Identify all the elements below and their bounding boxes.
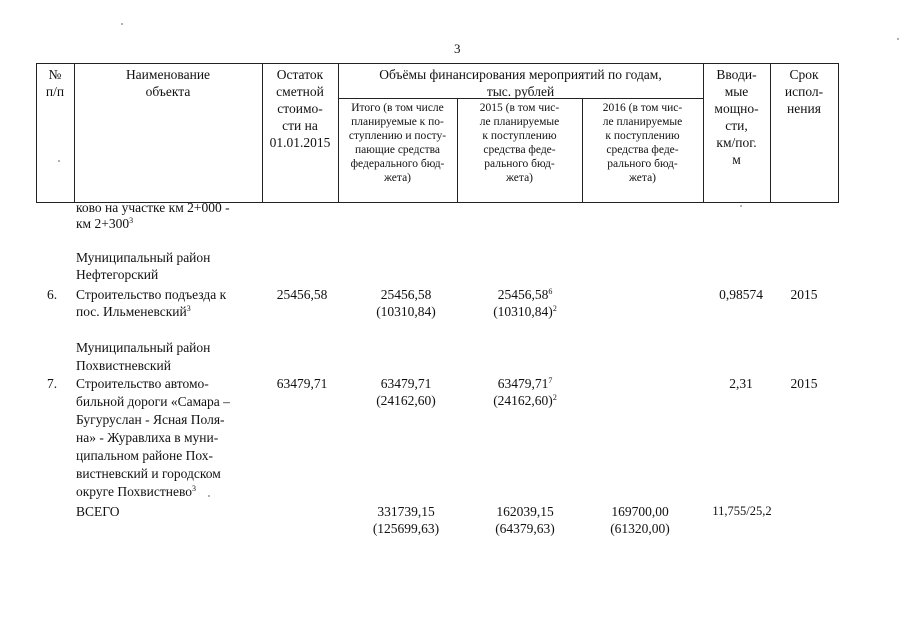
- y2015-text: 63479,71: [497, 376, 549, 391]
- grand-2015-value: 162039,15: [496, 504, 554, 519]
- capacity-value: 0,98574: [719, 287, 763, 302]
- remainder-value: 25456,58: [276, 287, 328, 302]
- footnote-mark: 7: [548, 376, 553, 385]
- remainder-value: 63479,71: [276, 376, 328, 391]
- term-value: 2015: [790, 376, 818, 391]
- header-line: рального бюд-: [607, 158, 678, 170]
- header-line: мощно-: [714, 101, 759, 116]
- district-label: Муниципальный район: [76, 250, 211, 265]
- total-value: 63479,71: [380, 376, 432, 391]
- grand-2016-value: 169700,00: [611, 504, 669, 519]
- header-top-border: [36, 63, 839, 64]
- header-line: 2015 (в том чис-: [479, 102, 560, 114]
- header-line: планируемые к по-: [351, 116, 444, 128]
- y2015-value: [475, 286, 575, 303]
- header-line: сметной: [276, 84, 324, 99]
- row-number: 7.: [47, 376, 58, 391]
- object-name: Строительство подъезда к: [76, 287, 227, 302]
- header-line: Наименование: [125, 67, 211, 82]
- header-2015: [457, 101, 582, 185]
- header-line: средства феде-: [483, 144, 556, 156]
- grand-2016-federal-value: (61320,00): [610, 521, 670, 536]
- header-name: [74, 66, 262, 100]
- header-line: Срок: [789, 67, 819, 82]
- header-line: рального бюд-: [484, 158, 555, 170]
- object-name: вистневский и городском: [76, 466, 221, 481]
- total-label: ВСЕГО: [76, 504, 120, 519]
- footnote-mark: 6: [548, 287, 553, 296]
- y2015-federal-text: (10310,84): [493, 304, 553, 319]
- object-name: Бугуруслан - Ясная Поля-: [76, 412, 225, 427]
- scan-speck: [208, 495, 210, 497]
- term-value: 2015: [790, 287, 818, 302]
- header-line: ступлению и посту-: [348, 130, 447, 142]
- header-line: сти,: [725, 118, 748, 133]
- grand-total-value: 331739,15: [377, 504, 435, 519]
- scan-speck: [897, 38, 899, 40]
- header-line: испол-: [784, 84, 824, 99]
- header-line: п/п: [45, 84, 65, 99]
- footnote-mark: 2: [552, 304, 557, 313]
- total-federal-value: (10310,84): [376, 304, 436, 319]
- header-line: ле планируемые: [479, 116, 560, 128]
- continuation-line: [76, 215, 133, 232]
- header-2016: [582, 101, 703, 185]
- header-capacity: [703, 66, 770, 168]
- footnote-mark: 2: [552, 393, 557, 402]
- header-line: пающие средства: [354, 144, 440, 156]
- header-line: м: [732, 152, 741, 167]
- footnote-mark: 3: [186, 304, 191, 313]
- header-line: федерального бюд-: [350, 158, 445, 170]
- district-label: Муниципальный район: [76, 340, 211, 355]
- grand-capacity-value: 11,755/25,2: [712, 504, 772, 518]
- header-line: 2016 (в том чис-: [602, 102, 683, 114]
- table-header: [36, 63, 839, 203]
- scan-speck: [58, 160, 60, 162]
- grand-total-federal-value: (125699,63): [372, 521, 440, 536]
- header-total: [338, 101, 457, 185]
- district-label: Нефтегорский: [76, 267, 159, 282]
- continuation-line: ково на участке км 2+000 -: [76, 200, 230, 215]
- y2015-value: [475, 375, 575, 392]
- scan-speck: [740, 205, 742, 207]
- header-line: мые: [724, 84, 749, 99]
- header-line: №: [48, 67, 62, 82]
- header-line: км/пог.: [716, 135, 757, 150]
- grand-2015-federal-value: (64379,63): [495, 521, 555, 536]
- object-name: Строительство автомо-: [76, 376, 209, 391]
- header-remainder: [262, 66, 338, 151]
- header-line: жета): [384, 172, 411, 184]
- header-line: стоимо-: [277, 101, 323, 116]
- header-line: средства феде-: [606, 144, 679, 156]
- object-name-text: округе Похвистнево: [76, 484, 193, 499]
- header-line: объекта: [145, 84, 191, 99]
- header-line: сти на: [282, 118, 318, 133]
- header-line: ле планируемые: [602, 116, 683, 128]
- footnote-mark: 3: [129, 216, 134, 225]
- header-line: жета): [629, 172, 656, 184]
- header-line: Вводи-: [716, 67, 757, 82]
- object-name: бильной дороги «Самара –: [76, 394, 230, 409]
- total-federal-value: (24162,60): [376, 393, 436, 408]
- header-volumes: [338, 66, 703, 100]
- district-label: Похвистневский: [76, 358, 171, 373]
- footnote-mark: 3: [192, 484, 197, 493]
- y2015-federal-value: [475, 303, 575, 320]
- object-name: [76, 303, 191, 320]
- object-name: на» - Журавлиха в муни-: [76, 430, 219, 445]
- header-line: тыс. рублей: [486, 84, 555, 99]
- header-line: к поступлению: [605, 130, 680, 142]
- header-line: Объёмы финансирования мероприятий по годам,: [379, 67, 662, 82]
- capacity-value: 2,31: [729, 376, 753, 391]
- object-name: [76, 483, 196, 500]
- header-line: жета): [506, 172, 533, 184]
- row-number: 6.: [47, 287, 58, 302]
- header-line: 01.01.2015: [269, 135, 331, 150]
- header-line: к поступлению: [482, 130, 557, 142]
- y2015-text: 25456,58: [497, 287, 549, 302]
- page-number: 3: [454, 41, 461, 56]
- y2015-federal-value: [475, 392, 575, 409]
- continuation-text: км 2+300: [76, 216, 130, 231]
- header-line: Остаток: [276, 67, 324, 82]
- header-num: [36, 66, 74, 100]
- total-value: 25456,58: [380, 287, 432, 302]
- y2015-federal-text: (24162,60): [493, 393, 553, 408]
- scan-speck: [121, 23, 123, 25]
- object-name-text: пос. Ильменевский: [76, 304, 187, 319]
- header-line: Итого (в том числе: [351, 102, 444, 114]
- col-border: [838, 63, 839, 203]
- header-line: нения: [787, 101, 821, 116]
- header-term: [770, 66, 838, 117]
- object-name: ципальном районе Пох-: [76, 448, 214, 463]
